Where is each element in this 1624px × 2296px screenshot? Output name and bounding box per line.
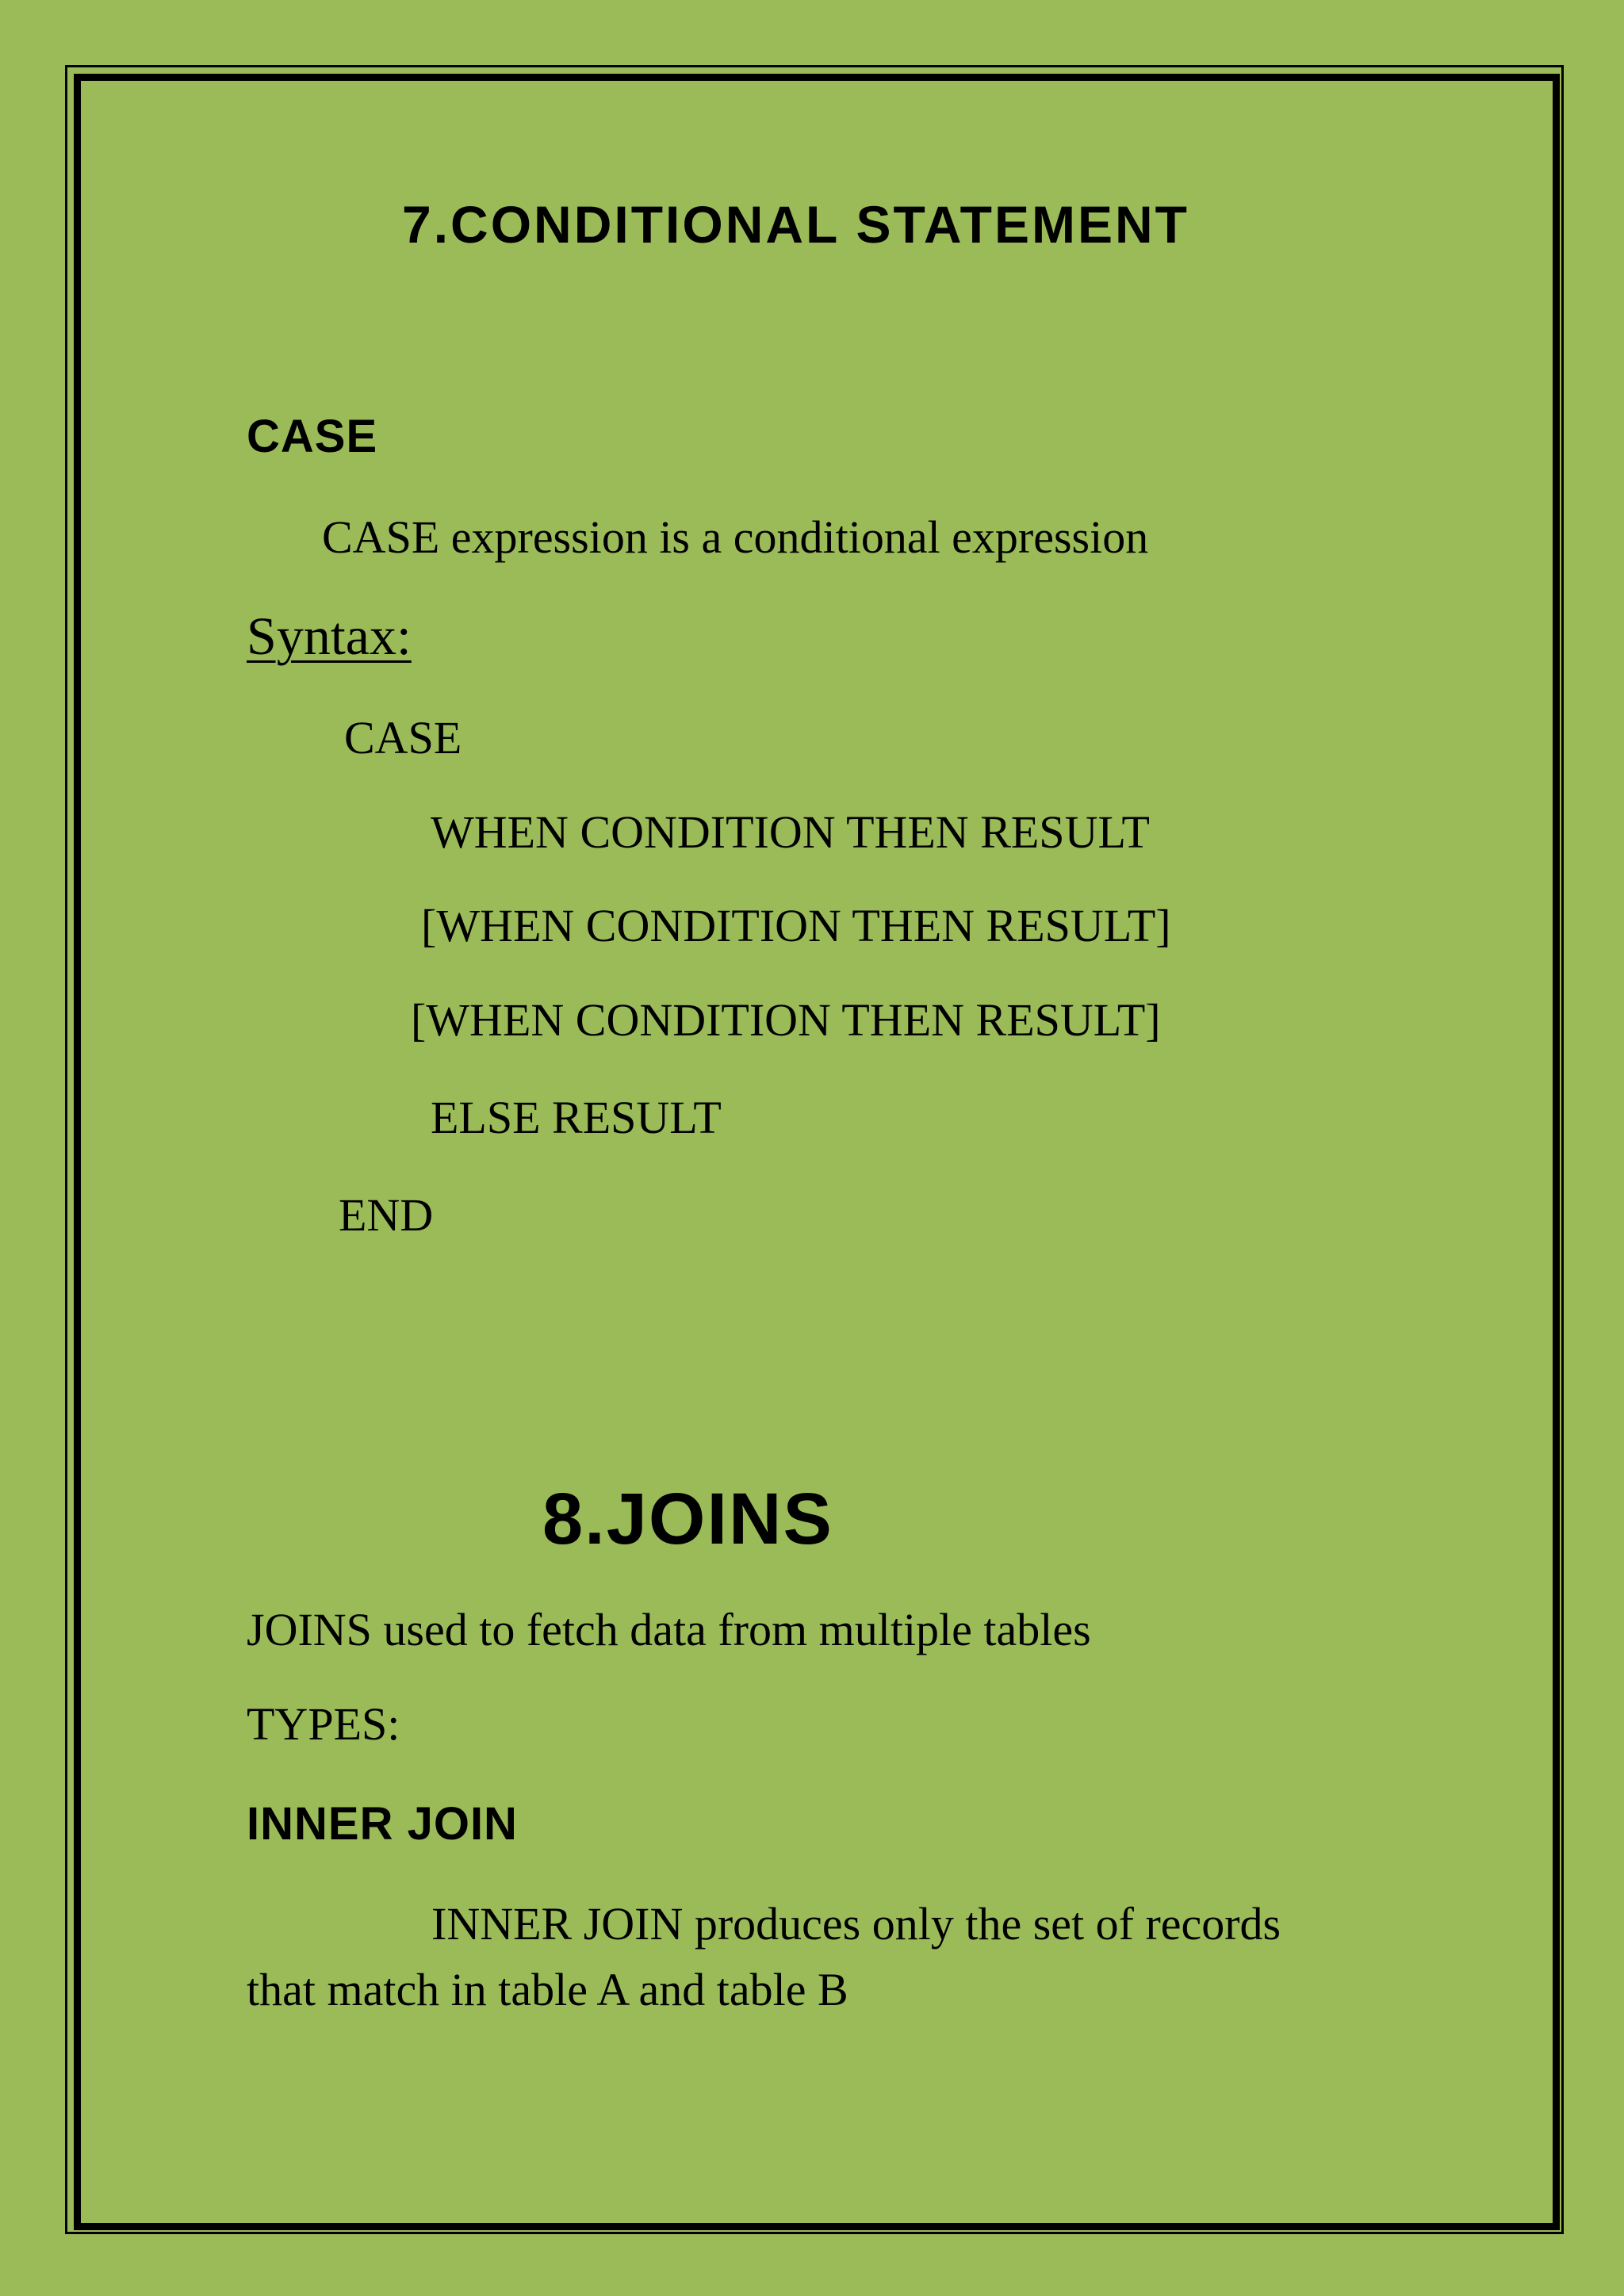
- inner-join-line1: INNER JOIN produces only the set of records: [431, 1898, 1281, 1950]
- types-label: TYPES:: [247, 1698, 400, 1750]
- syntax-label: Syntax:: [247, 606, 412, 666]
- syntax-line-case: CASE: [344, 712, 462, 763]
- syntax-line-when-1: WHEN CONDITION THEN RESULT: [431, 806, 1150, 858]
- syntax-line-else: ELSE RESULT: [431, 1092, 722, 1143]
- joins-intro: JOINS used to fetch data from multiple tables: [247, 1604, 1091, 1655]
- inner-join-heading: INNER JOIN: [247, 1798, 518, 1850]
- syntax-line-end: END: [339, 1189, 434, 1241]
- case-description: CASE expression is a conditional expression: [322, 511, 1149, 563]
- section7-title: 7.CONDITIONAL STATEMENT: [402, 195, 1189, 254]
- inner-join-line2: that match in table A and table B: [247, 1964, 848, 2015]
- case-heading: CASE: [247, 411, 378, 462]
- syntax-line-when-3: [WHEN CONDITION THEN RESULT]: [411, 994, 1161, 1046]
- section8-title: 8.JOINS: [542, 1479, 833, 1559]
- syntax-line-when-2: [WHEN CONDITION THEN RESULT]: [421, 900, 1171, 951]
